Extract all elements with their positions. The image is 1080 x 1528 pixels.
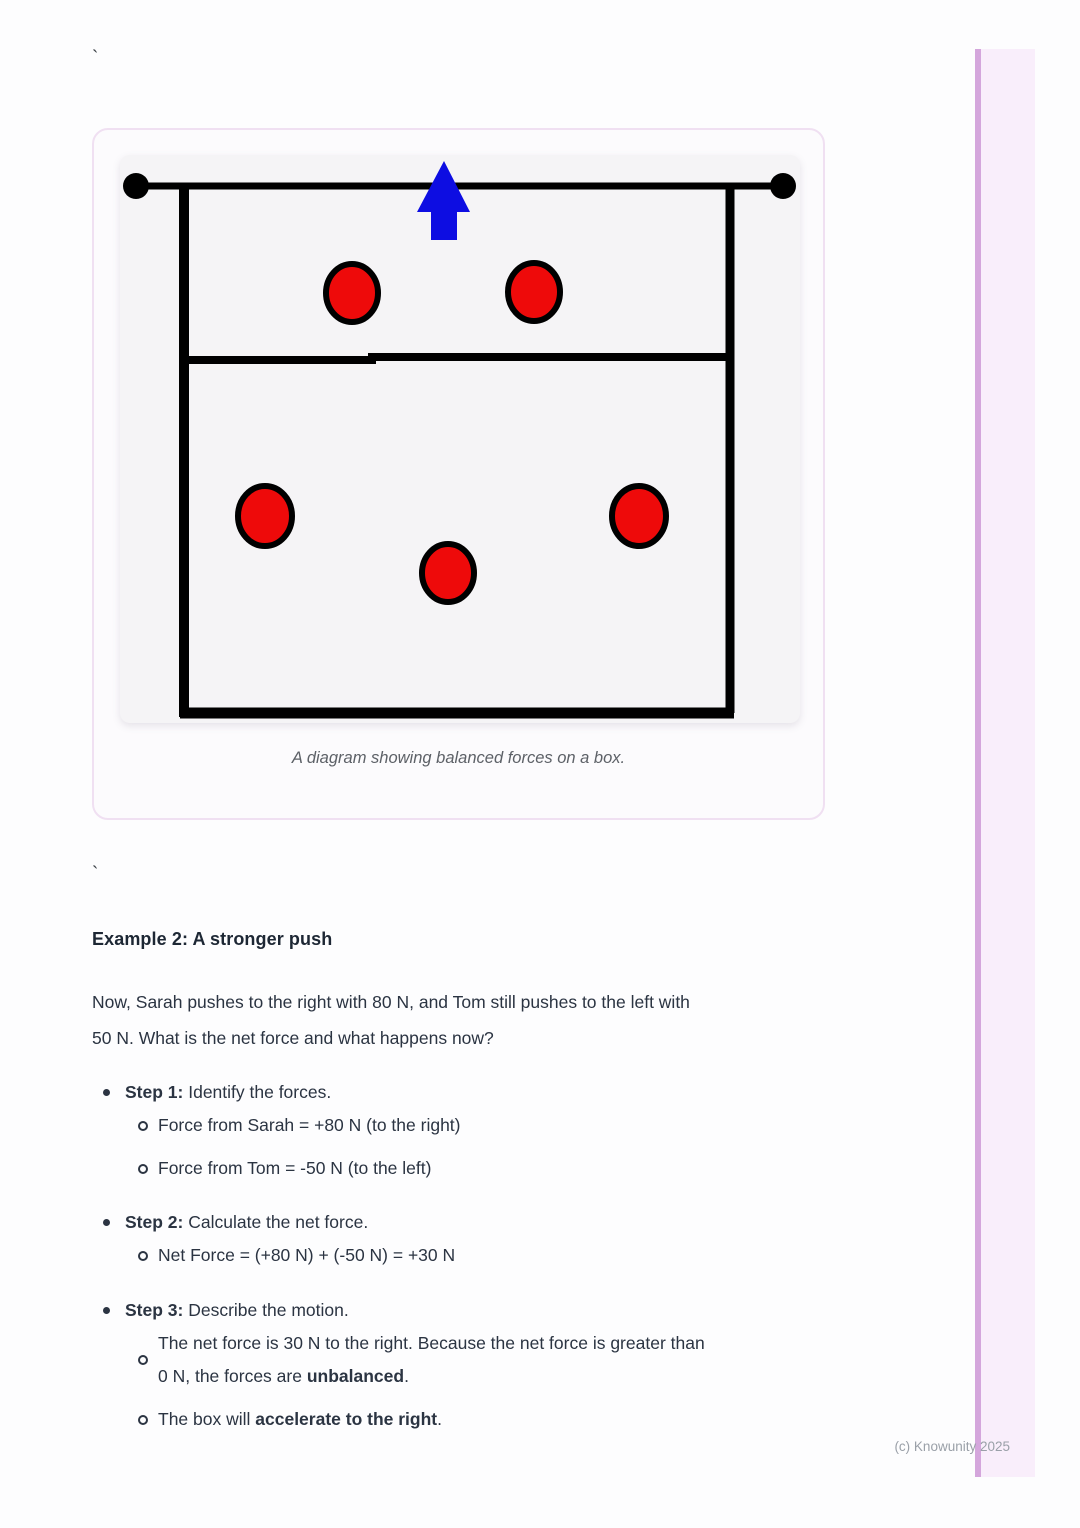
step-2-item [92,1206,892,1239]
force-diagram [120,155,800,723]
stray-backtick-middle: ` [92,864,99,885]
figure-card [92,128,825,820]
sub-bullet-icon [138,1403,158,1436]
ball-bottom-left [238,486,292,546]
ball-top-left [326,264,378,322]
step-1-sub-1: Force from Sarah = +80 N (to the right) [138,1109,892,1142]
step-1-item [92,1076,892,1109]
step-3-label: Step 3: [125,1300,184,1320]
step-3-sub-2: The box will accelerate to the right. [138,1403,892,1436]
bullet-icon [92,1294,125,1327]
step-2-sub-1: Net Force = (+80 N) + (-50 N) = +30 N [138,1239,892,1272]
step-3-item [92,1294,892,1327]
intro-line-2: 50 N. What is the net force and what happens now? [92,1028,494,1048]
up-force-arrow-icon [417,161,470,240]
sub-bullet-icon [138,1239,158,1272]
sub-bullet-icon [138,1327,158,1393]
bullet-icon [92,1206,125,1239]
step-list [92,1076,892,1436]
intro-paragraph [92,984,690,1056]
stray-backtick-top: ` [92,48,99,69]
box-divider [184,357,730,360]
ball-top-right [508,263,560,321]
step-3-text: Describe the motion. [183,1300,349,1320]
step-1-sub-2: Force from Tom = -50 N (to the left) [138,1152,892,1185]
ball-bottom-center [422,544,474,602]
step-3-sub-1-line-2: 0 N, the forces are unbalanced. [158,1366,409,1386]
step-2-text: Calculate the net force. [183,1212,369,1232]
intro-line-1: Now, Sarah pushes to the right with 80 N, and Tom still pushes to the left with [92,992,690,1012]
example-heading: Example 2: A stronger push [92,929,333,949]
right-margin-bar [975,49,1035,1477]
figure-caption: A diagram showing balanced forces on a box. [291,749,626,767]
right-end-dot [770,173,796,199]
sub-bullet-icon [138,1109,158,1142]
step-1-label: Step 1: [125,1082,184,1102]
step-2-label: Step 2: [125,1212,184,1232]
bullet-icon [92,1076,125,1109]
figure-image [120,155,800,723]
step-3-sub-1 [138,1327,892,1393]
step-3-sub-1-line-1: The net force is 30 N to the right. Because the net force is greater than [158,1333,705,1353]
ball-bottom-right [612,486,666,546]
footer-credit: (c) Knowunity 2025 [894,1439,1010,1454]
sub-bullet-icon [138,1152,158,1185]
left-end-dot [123,173,149,199]
step-1-text: Identify the forces. [183,1082,332,1102]
